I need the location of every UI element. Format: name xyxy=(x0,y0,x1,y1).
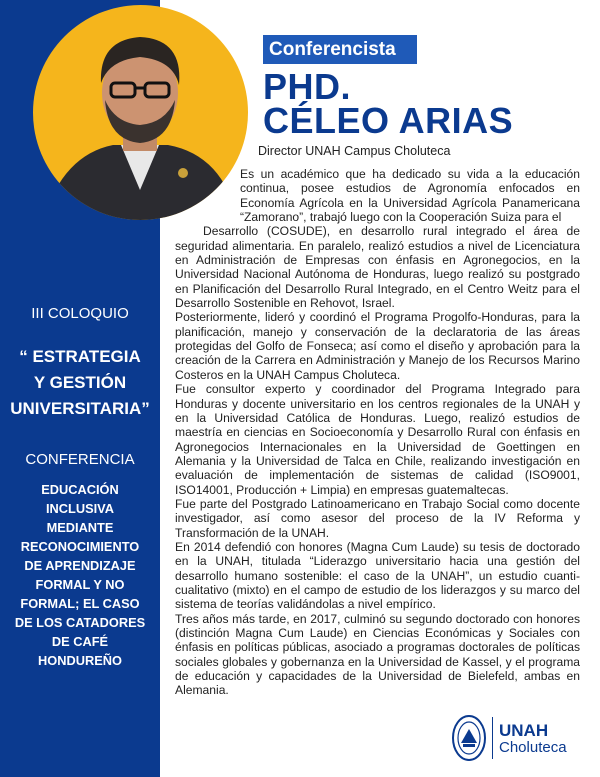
name-line-2: CÉLEO ARIAS xyxy=(263,100,514,141)
conference-title-line: FORMAL; EL CASO xyxy=(20,596,140,611)
conference-title-line: MEDIANTE xyxy=(46,520,114,535)
conference-title-line: DE APRENDIZAJE xyxy=(24,558,136,573)
bio-paragraph-2: Posteriormente, lideró y coordinó el Programa Progolfo-Honduras, para la planificación, manejo y conservación de la declaratoria de las áreas protegidas del Golfo de Fonseca; así como el diseño y aprobación para la creación de la Carrera en Administración y Manejo de los Recursos Marino Costeros en la UNAH Campus Choluteca. xyxy=(175,310,580,382)
theme-line: “ ESTRATEGIA xyxy=(19,347,141,366)
conference-title-line: HONDUREÑO xyxy=(38,653,122,668)
unah-logo xyxy=(451,713,591,763)
conference-title-line: FORMAL Y NO xyxy=(35,577,125,592)
biography xyxy=(175,167,580,698)
name-line-1: PHD. xyxy=(263,66,352,107)
conference-title-line: DE CAFÉ xyxy=(51,634,109,649)
logo-line-2: Choluteca xyxy=(499,739,567,756)
conference-title xyxy=(0,480,160,670)
logo-line-1: UNAH xyxy=(499,721,549,740)
bio-paragraph-6: Tres años más tarde, en 2017, culminó su segundo doctorado con honores (distinción Magna Cum Laude) en Ciencias Económicas y Sociales con énfasis en políticas públicas, asociado a programas doctorales de políticas sociales globales y gobernanza en la Universidad de Kassel, y el programa de educación y capacidades de la Universidad de Bielefeld, ambas en Alemania. xyxy=(175,611,580,698)
bio-paragraph-1: Desarrollo (COSUDE), en desarrollo rural integrado el área de seguridad alimentaria. En paralelo, realizó estudios a nivel de Licenciatura en Administración de Empresas con énfasis en Agronegocios, en la Universidad Nacional Autónoma de Honduras, luego realizó su postgrado en Planificación del Desarrollo Rural Integrado, en el Centro Weitz para el Desarrollo Sostenible en Rehovot, Israel. xyxy=(175,224,580,311)
bio-paragraph-4: Fue parte del Postgrado Latinoamericano en Trabajo Social como docente investigador, así como asesor del proceso de la IV Reforma y Transformación de la UNAH. xyxy=(175,496,580,540)
conference-title-line: EDUCACIÓN xyxy=(41,482,119,497)
bio-paragraph-3: Fue consultor experto y coordinador del Programa Integrado para Honduras y docente universitario en los centros regionales de la UNAH y en la Universidad Católica de Honduras. Luego, realizó estudios de maestría en ciencias en Socioeconomía y Desarrollo Rural con énfasis en Agronegocios Internacionales en la Universidad de Goettingen en Alemania y la Universidad de Talca en Chile, realizando investigación en evaluación de implementación de sistemas de calidad (ISO9001, ISO14001, Producción + Limpia) en empresas guatemaltecas. xyxy=(175,382,580,497)
logo-divider xyxy=(492,717,493,759)
unah-seal-icon xyxy=(451,713,487,763)
theme-line: UNIVERSITARIA” xyxy=(10,399,150,418)
theme-line: Y GESTIÓN xyxy=(33,373,127,392)
speaker-name xyxy=(263,66,514,141)
conference-title-line: INCLUSIVA xyxy=(45,501,114,516)
event-theme xyxy=(0,344,160,422)
speaker-role: Director UNAH Campus Choluteca xyxy=(258,144,451,158)
role-badge: Conferencista xyxy=(263,35,417,64)
event-name: III COLOQUIO xyxy=(31,305,129,322)
bio-paragraph-1-intro: Es un académico que ha dedicado su vida a la educación continua, posee estudios de Agronomía enfocados en Economía Agrícola en la Universidad Agrícola Panamericana “Zamorano”, trabajó luego con la Cooperación Suiza para el xyxy=(240,167,580,225)
conference-label: CONFERENCIA xyxy=(25,451,135,468)
conference-title-line: RECONOCIMIENTO xyxy=(20,539,140,554)
bio-paragraph-5: En 2014 defendió con honores (Magna Cum Laude) su tesis de doctorado en la UNAH, titulada “Liderazgo universitario hacia una gestión del desarrollo humano sostenible: el caso de la UNAH”, un estudio cuanti-cualitativo (mixto) en el campo de estudio de los liderazgos y su marco del sistema de teorías validándolas a nivel empírico. xyxy=(175,539,580,612)
conference-title-line: DE LOS CATADORES xyxy=(14,615,146,630)
